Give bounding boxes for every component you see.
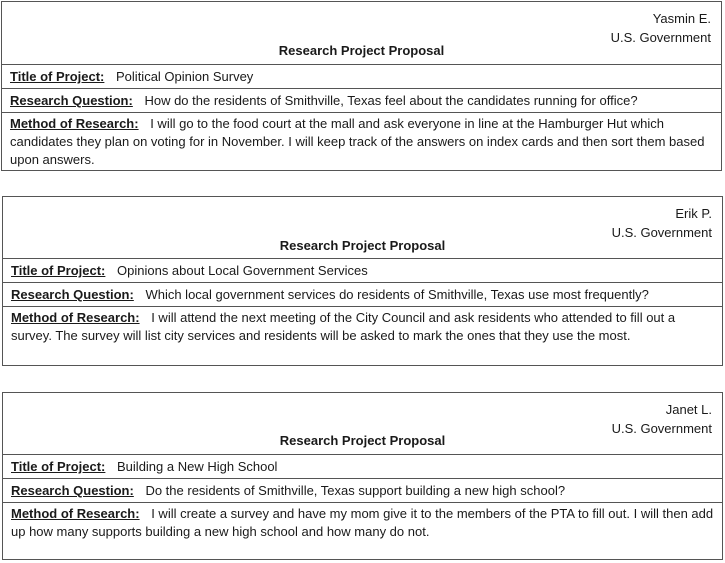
title-row (3, 259, 722, 283)
student-name: Janet L. (665, 402, 712, 417)
question-value: Which local government services do residents of Smithville, Texas use most frequently? (145, 287, 649, 302)
method-row (3, 503, 722, 543)
title-label: Title of Project: (11, 263, 106, 278)
student-name: Erik P. (675, 206, 712, 221)
question-label: Research Question: (11, 287, 134, 302)
question-row (2, 89, 721, 113)
question-value: How do the residents of Smithville, Texas feel about the candidates running for office? (144, 93, 638, 108)
method-label: Method of Research: (11, 506, 140, 521)
title-value: Opinions about Local Government Services (117, 263, 368, 278)
question-label: Research Question: (11, 483, 134, 498)
method-value: I will create a survey and have my mom give it to the members of the PTA to fill out. I will then add up how many supports building a new high school and how many do not. (11, 506, 714, 539)
method-label: Method of Research: (10, 116, 139, 131)
proposal-card-janet (2, 392, 723, 560)
question-row (3, 479, 722, 503)
method-row (3, 307, 722, 347)
proposal-header (3, 393, 722, 455)
course-name: U.S. Government (610, 30, 711, 45)
proposal-card-erik (2, 196, 723, 366)
proposal-heading: Research Project Proposal (279, 238, 446, 253)
question-value: Do the residents of Smithville, Texas support building a new high school? (145, 483, 566, 498)
method-label: Method of Research: (11, 310, 140, 325)
student-info (612, 204, 712, 242)
title-label: Title of Project: (11, 459, 106, 474)
student-info (611, 9, 711, 47)
course-name: U.S. Government (611, 225, 712, 240)
course-name: U.S. Government (611, 421, 712, 436)
question-row (3, 283, 722, 307)
student-name: Yasmin E. (652, 11, 711, 26)
title-value: Building a New High School (117, 459, 278, 474)
title-value: Political Opinion Survey (116, 69, 254, 84)
proposal-header (2, 2, 721, 65)
proposal-heading: Research Project Proposal (279, 433, 446, 448)
proposal-header (3, 197, 722, 259)
proposal-card-yasmin (1, 1, 722, 171)
method-value: I will attend the next meeting of the City Council and ask residents who attended to fill out a survey. The survey will list city services and residents will be asked to mark the ones that they use the most. (11, 310, 676, 343)
title-row (3, 455, 722, 479)
question-label: Research Question: (10, 93, 133, 108)
method-value: I will go to the food court at the mall and ask everyone in line at the Hamburger Hut which candidates they plan on voting for in November. I will keep track of the answers on index cards and then sort them based upon answers. (10, 116, 705, 167)
title-row (2, 65, 721, 89)
method-row (2, 113, 721, 171)
title-label: Title of Project: (10, 69, 105, 84)
proposal-heading: Research Project Proposal (278, 43, 445, 58)
